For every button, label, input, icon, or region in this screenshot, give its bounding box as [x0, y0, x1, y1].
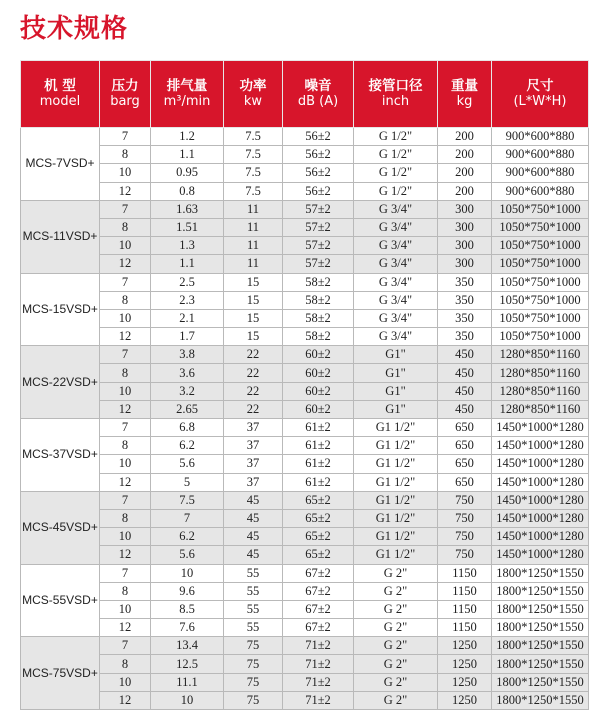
- model-cell: MCS-11VSD+: [21, 200, 100, 273]
- table-row: [21, 673, 589, 691]
- power-cell: 11: [224, 218, 283, 236]
- noise-cell: 57±2: [283, 255, 354, 273]
- pipe-cell: G1": [354, 400, 438, 418]
- flow-cell: 10: [151, 564, 224, 582]
- pipe-cell: G1": [354, 346, 438, 364]
- weight-cell: 1150: [438, 619, 492, 637]
- table-row: [21, 128, 589, 146]
- weight-cell: 650: [438, 455, 492, 473]
- pressure-cell: 7: [100, 491, 151, 509]
- pressure-cell: 12: [100, 255, 151, 273]
- table-row: [21, 164, 589, 182]
- flow-cell: 3.8: [151, 346, 224, 364]
- table-row: [21, 237, 589, 255]
- power-cell: 7.5: [224, 182, 283, 200]
- size-cell: 1050*750*1000: [492, 328, 589, 346]
- flow-cell: 6.2: [151, 528, 224, 546]
- weight-cell: 450: [438, 400, 492, 418]
- pipe-cell: G 3/4": [354, 273, 438, 291]
- noise-cell: 67±2: [283, 564, 354, 582]
- noise-cell: 57±2: [283, 218, 354, 236]
- size-cell: 900*600*880: [492, 182, 589, 200]
- power-cell: 45: [224, 546, 283, 564]
- pressure-cell: 8: [100, 291, 151, 309]
- pipe-cell: G 3/4": [354, 291, 438, 309]
- pressure-cell: 10: [100, 455, 151, 473]
- size-cell: 1280*850*1160: [492, 364, 589, 382]
- table-row: [21, 182, 589, 200]
- pipe-cell: G1": [354, 364, 438, 382]
- weight-cell: 300: [438, 237, 492, 255]
- weight-cell: 200: [438, 164, 492, 182]
- weight-cell: 1250: [438, 637, 492, 655]
- pipe-cell: G 3/4": [354, 200, 438, 218]
- size-cell: 1450*1000*1280: [492, 491, 589, 509]
- table-row: [21, 419, 589, 437]
- model-cell: MCS-7VSD+: [21, 128, 100, 201]
- weight-cell: 650: [438, 473, 492, 491]
- pipe-cell: G 2": [354, 600, 438, 618]
- power-cell: 75: [224, 691, 283, 709]
- model-cell: MCS-37VSD+: [21, 419, 100, 492]
- weight-cell: 650: [438, 437, 492, 455]
- power-cell: 75: [224, 673, 283, 691]
- size-cell: 900*600*880: [492, 164, 589, 182]
- size-cell: 1800*1250*1550: [492, 582, 589, 600]
- pipe-cell: G 1/2": [354, 182, 438, 200]
- flow-cell: 2.5: [151, 273, 224, 291]
- table-row: [21, 146, 589, 164]
- size-cell: 1450*1000*1280: [492, 455, 589, 473]
- flow-cell: 5.6: [151, 546, 224, 564]
- pressure-cell: 12: [100, 400, 151, 418]
- noise-cell: 58±2: [283, 309, 354, 327]
- noise-cell: 65±2: [283, 491, 354, 509]
- size-cell: 1450*1000*1280: [492, 473, 589, 491]
- size-cell: 1450*1000*1280: [492, 419, 589, 437]
- power-cell: 37: [224, 437, 283, 455]
- noise-cell: 67±2: [283, 600, 354, 618]
- flow-cell: 0.8: [151, 182, 224, 200]
- power-cell: 55: [224, 582, 283, 600]
- power-cell: 45: [224, 491, 283, 509]
- noise-cell: 65±2: [283, 509, 354, 527]
- size-cell: 1280*850*1160: [492, 400, 589, 418]
- power-cell: 15: [224, 291, 283, 309]
- power-cell: 37: [224, 455, 283, 473]
- table-row: [21, 437, 589, 455]
- flow-cell: 2.1: [151, 309, 224, 327]
- size-cell: 1450*1000*1280: [492, 509, 589, 527]
- table-row: [21, 582, 589, 600]
- pressure-cell: 8: [100, 437, 151, 455]
- pressure-cell: 10: [100, 382, 151, 400]
- table-row: [21, 382, 589, 400]
- model-cell: MCS-15VSD+: [21, 273, 100, 346]
- power-cell: 11: [224, 255, 283, 273]
- model-cell: MCS-55VSD+: [21, 564, 100, 637]
- weight-cell: 200: [438, 182, 492, 200]
- size-cell: 1050*750*1000: [492, 273, 589, 291]
- weight-cell: 1250: [438, 673, 492, 691]
- header-power: 功率 kw: [224, 61, 283, 128]
- weight-cell: 750: [438, 528, 492, 546]
- pressure-cell: 10: [100, 600, 151, 618]
- pressure-cell: 8: [100, 146, 151, 164]
- header-size: 尺寸 (L*W*H): [492, 61, 589, 128]
- size-cell: 1450*1000*1280: [492, 528, 589, 546]
- size-cell: 1800*1250*1550: [492, 655, 589, 673]
- noise-cell: 56±2: [283, 182, 354, 200]
- pipe-cell: G 2": [354, 582, 438, 600]
- weight-cell: 300: [438, 255, 492, 273]
- flow-cell: 5.6: [151, 455, 224, 473]
- noise-cell: 71±2: [283, 655, 354, 673]
- flow-cell: 3.6: [151, 364, 224, 382]
- power-cell: 15: [224, 328, 283, 346]
- flow-cell: 7.6: [151, 619, 224, 637]
- weight-cell: 450: [438, 364, 492, 382]
- pipe-cell: G 2": [354, 619, 438, 637]
- table-row: [21, 655, 589, 673]
- table-row: [21, 455, 589, 473]
- pipe-cell: G 3/4": [354, 328, 438, 346]
- pressure-cell: 10: [100, 164, 151, 182]
- size-cell: 900*600*880: [492, 128, 589, 146]
- size-cell: 1800*1250*1550: [492, 637, 589, 655]
- power-cell: 7.5: [224, 128, 283, 146]
- model-cell: MCS-45VSD+: [21, 491, 100, 564]
- power-cell: 22: [224, 346, 283, 364]
- pressure-cell: 7: [100, 419, 151, 437]
- pressure-cell: 7: [100, 637, 151, 655]
- table-row: [21, 346, 589, 364]
- weight-cell: 1150: [438, 564, 492, 582]
- pipe-cell: G1 1/2": [354, 491, 438, 509]
- power-cell: 55: [224, 619, 283, 637]
- power-cell: 22: [224, 364, 283, 382]
- flow-cell: 0.95: [151, 164, 224, 182]
- pressure-cell: 8: [100, 509, 151, 527]
- weight-cell: 650: [438, 419, 492, 437]
- pipe-cell: G 3/4": [354, 237, 438, 255]
- power-cell: 11: [224, 237, 283, 255]
- flow-cell: 1.1: [151, 255, 224, 273]
- noise-cell: 58±2: [283, 328, 354, 346]
- weight-cell: 300: [438, 200, 492, 218]
- size-cell: 1050*750*1000: [492, 309, 589, 327]
- size-cell: 1280*850*1160: [492, 382, 589, 400]
- noise-cell: 60±2: [283, 364, 354, 382]
- pipe-cell: G 2": [354, 637, 438, 655]
- power-cell: 7.5: [224, 164, 283, 182]
- flow-cell: 12.5: [151, 655, 224, 673]
- size-cell: 900*600*880: [492, 146, 589, 164]
- pressure-cell: 10: [100, 309, 151, 327]
- pipe-cell: G 1/2": [354, 146, 438, 164]
- pressure-cell: 10: [100, 528, 151, 546]
- noise-cell: 57±2: [283, 200, 354, 218]
- table-row: [21, 473, 589, 491]
- page-title: 技术规格: [20, 14, 129, 44]
- flow-cell: 1.1: [151, 146, 224, 164]
- noise-cell: 61±2: [283, 419, 354, 437]
- pressure-cell: 8: [100, 218, 151, 236]
- table-row: [21, 546, 589, 564]
- pipe-cell: G 3/4": [354, 218, 438, 236]
- weight-cell: 300: [438, 218, 492, 236]
- weight-cell: 200: [438, 146, 492, 164]
- flow-cell: 9.6: [151, 582, 224, 600]
- noise-cell: 65±2: [283, 528, 354, 546]
- table-row: [21, 218, 589, 236]
- flow-cell: 1.7: [151, 328, 224, 346]
- pressure-cell: 12: [100, 328, 151, 346]
- weight-cell: 350: [438, 291, 492, 309]
- flow-cell: 6.8: [151, 419, 224, 437]
- noise-cell: 61±2: [283, 473, 354, 491]
- noise-cell: 71±2: [283, 691, 354, 709]
- size-cell: 1800*1250*1550: [492, 673, 589, 691]
- power-cell: 11: [224, 200, 283, 218]
- noise-cell: 58±2: [283, 291, 354, 309]
- pressure-cell: 10: [100, 673, 151, 691]
- flow-cell: 2.65: [151, 400, 224, 418]
- size-cell: 1800*1250*1550: [492, 691, 589, 709]
- flow-cell: 7: [151, 509, 224, 527]
- power-cell: 15: [224, 273, 283, 291]
- noise-cell: 71±2: [283, 673, 354, 691]
- pressure-cell: 8: [100, 655, 151, 673]
- noise-cell: 60±2: [283, 400, 354, 418]
- header-weight: 重量 kg: [438, 61, 492, 128]
- table-header-row: [21, 61, 589, 128]
- flow-cell: 3.2: [151, 382, 224, 400]
- weight-cell: 750: [438, 546, 492, 564]
- flow-cell: 13.4: [151, 637, 224, 655]
- pipe-cell: G1 1/2": [354, 528, 438, 546]
- power-cell: 22: [224, 382, 283, 400]
- power-cell: 37: [224, 473, 283, 491]
- power-cell: 37: [224, 419, 283, 437]
- size-cell: 1450*1000*1280: [492, 546, 589, 564]
- weight-cell: 1250: [438, 691, 492, 709]
- flow-cell: 1.3: [151, 237, 224, 255]
- header-pressure: 压力 barg: [100, 61, 151, 128]
- pressure-cell: 7: [100, 346, 151, 364]
- size-cell: 1050*750*1000: [492, 291, 589, 309]
- weight-cell: 350: [438, 273, 492, 291]
- power-cell: 7.5: [224, 146, 283, 164]
- flow-cell: 1.63: [151, 200, 224, 218]
- noise-cell: 61±2: [283, 455, 354, 473]
- size-cell: 1450*1000*1280: [492, 437, 589, 455]
- weight-cell: 450: [438, 346, 492, 364]
- pipe-cell: G1 1/2": [354, 437, 438, 455]
- pipe-cell: G1": [354, 382, 438, 400]
- spec-table: [20, 60, 589, 710]
- table-row: [21, 273, 589, 291]
- noise-cell: 60±2: [283, 382, 354, 400]
- weight-cell: 750: [438, 491, 492, 509]
- table-row: [21, 491, 589, 509]
- pressure-cell: 7: [100, 200, 151, 218]
- flow-cell: 2.3: [151, 291, 224, 309]
- flow-cell: 5: [151, 473, 224, 491]
- power-cell: 75: [224, 637, 283, 655]
- size-cell: 1800*1250*1550: [492, 564, 589, 582]
- pipe-cell: G 2": [354, 673, 438, 691]
- weight-cell: 1250: [438, 655, 492, 673]
- power-cell: 45: [224, 509, 283, 527]
- pipe-cell: G 2": [354, 564, 438, 582]
- table-row: [21, 528, 589, 546]
- header-noise: 噪音 dB (A): [283, 61, 354, 128]
- flow-cell: 8.5: [151, 600, 224, 618]
- table-row: [21, 328, 589, 346]
- pipe-cell: G 3/4": [354, 255, 438, 273]
- flow-cell: 7.5: [151, 491, 224, 509]
- size-cell: 1800*1250*1550: [492, 600, 589, 618]
- pipe-cell: G1 1/2": [354, 546, 438, 564]
- size-cell: 1050*750*1000: [492, 218, 589, 236]
- table-row: [21, 564, 589, 582]
- pipe-cell: G 2": [354, 691, 438, 709]
- noise-cell: 58±2: [283, 273, 354, 291]
- power-cell: 15: [224, 309, 283, 327]
- size-cell: 1280*850*1160: [492, 346, 589, 364]
- pressure-cell: 12: [100, 546, 151, 564]
- pipe-cell: G1 1/2": [354, 455, 438, 473]
- table-row: [21, 400, 589, 418]
- pressure-cell: 7: [100, 128, 151, 146]
- header-flow: 排气量 m³/min: [151, 61, 224, 128]
- pressure-cell: 8: [100, 364, 151, 382]
- table-row: [21, 255, 589, 273]
- pipe-cell: G 3/4": [354, 309, 438, 327]
- noise-cell: 56±2: [283, 128, 354, 146]
- table-row: [21, 200, 589, 218]
- noise-cell: 56±2: [283, 146, 354, 164]
- pipe-cell: G 2": [354, 655, 438, 673]
- weight-cell: 200: [438, 128, 492, 146]
- noise-cell: 67±2: [283, 619, 354, 637]
- pressure-cell: 12: [100, 619, 151, 637]
- table-body: [21, 128, 589, 710]
- pipe-cell: G 1/2": [354, 128, 438, 146]
- power-cell: 45: [224, 528, 283, 546]
- table-row: [21, 309, 589, 327]
- flow-cell: 6.2: [151, 437, 224, 455]
- size-cell: 1050*750*1000: [492, 200, 589, 218]
- power-cell: 75: [224, 655, 283, 673]
- table-row: [21, 619, 589, 637]
- weight-cell: 1150: [438, 582, 492, 600]
- pressure-cell: 10: [100, 237, 151, 255]
- pressure-cell: 8: [100, 582, 151, 600]
- pressure-cell: 12: [100, 473, 151, 491]
- pipe-cell: G1 1/2": [354, 509, 438, 527]
- power-cell: 22: [224, 400, 283, 418]
- size-cell: 1800*1250*1550: [492, 619, 589, 637]
- flow-cell: 11.1: [151, 673, 224, 691]
- header-model: 机 型 model: [21, 61, 100, 128]
- pressure-cell: 12: [100, 691, 151, 709]
- pipe-cell: G 1/2": [354, 164, 438, 182]
- noise-cell: 67±2: [283, 582, 354, 600]
- table-row: [21, 509, 589, 527]
- power-cell: 55: [224, 600, 283, 618]
- size-cell: 1050*750*1000: [492, 255, 589, 273]
- model-cell: MCS-22VSD+: [21, 346, 100, 419]
- noise-cell: 71±2: [283, 637, 354, 655]
- table-row: [21, 637, 589, 655]
- noise-cell: 56±2: [283, 164, 354, 182]
- pressure-cell: 7: [100, 564, 151, 582]
- flow-cell: 1.2: [151, 128, 224, 146]
- weight-cell: 750: [438, 509, 492, 527]
- pipe-cell: G1 1/2": [354, 473, 438, 491]
- noise-cell: 57±2: [283, 237, 354, 255]
- pressure-cell: 7: [100, 273, 151, 291]
- flow-cell: 10: [151, 691, 224, 709]
- noise-cell: 65±2: [283, 546, 354, 564]
- weight-cell: 350: [438, 309, 492, 327]
- weight-cell: 1150: [438, 600, 492, 618]
- power-cell: 55: [224, 564, 283, 582]
- weight-cell: 350: [438, 328, 492, 346]
- table-row: [21, 691, 589, 709]
- table-row: [21, 600, 589, 618]
- noise-cell: 60±2: [283, 346, 354, 364]
- pressure-cell: 12: [100, 182, 151, 200]
- size-cell: 1050*750*1000: [492, 237, 589, 255]
- flow-cell: 1.51: [151, 218, 224, 236]
- header-pipe: 接管口径 inch: [354, 61, 438, 128]
- model-cell: MCS-75VSD+: [21, 637, 100, 710]
- weight-cell: 450: [438, 382, 492, 400]
- table-row: [21, 291, 589, 309]
- noise-cell: 61±2: [283, 437, 354, 455]
- table-row: [21, 364, 589, 382]
- pipe-cell: G1 1/2": [354, 419, 438, 437]
